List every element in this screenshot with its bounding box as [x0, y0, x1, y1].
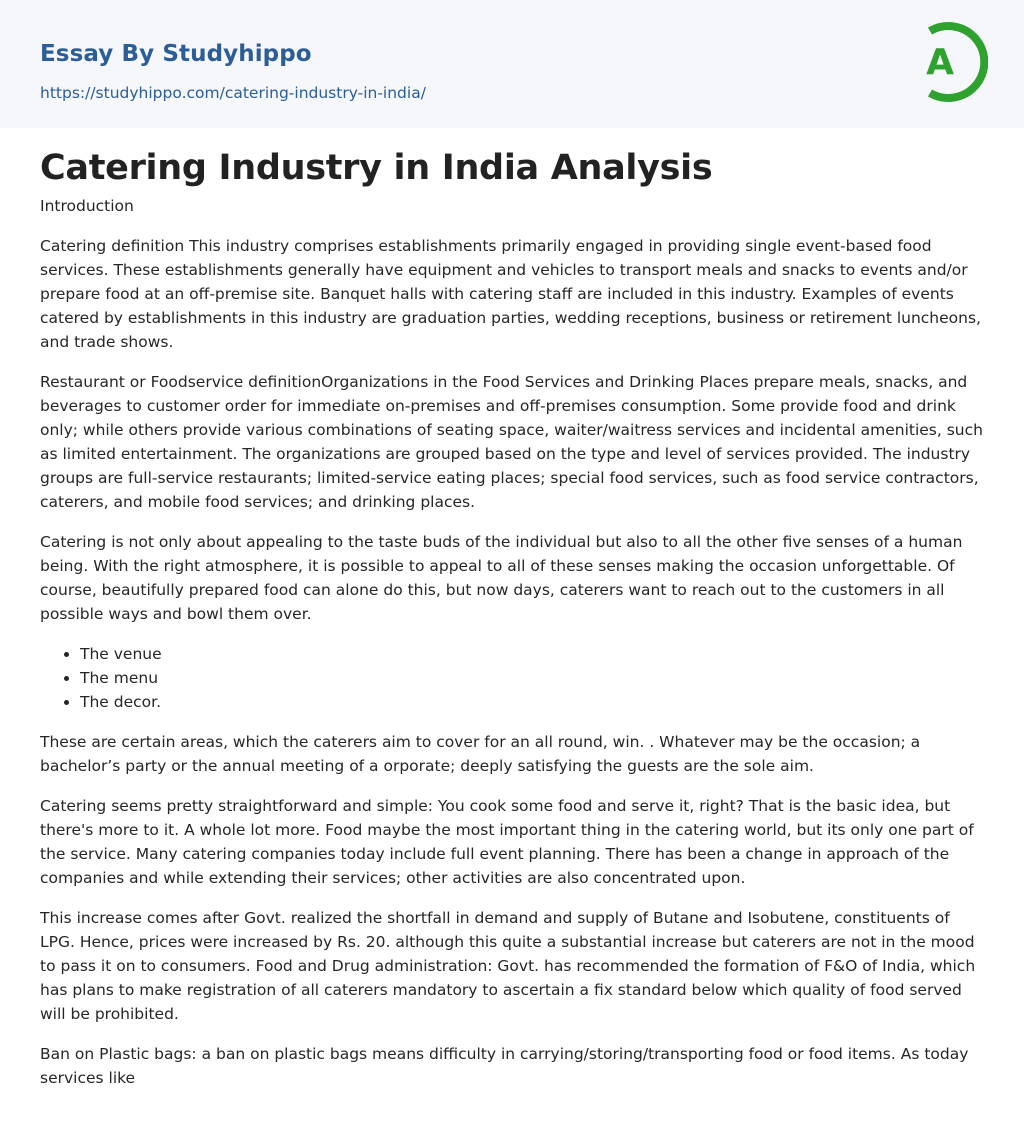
brand-name[interactable]: Essay By Studyhippo — [40, 41, 312, 67]
studyhippo-logo-icon[interactable] — [906, 18, 988, 106]
paragraph: Catering definition This industry comprises establishments primarily engaged in providing single event-based food services. These establishments generally have equipment and vehicles to transport meals and snacks to events and/or prepare food at an off-premise site. Banquet halls with catering staff are included in this industry. Examples of events catered by establishments in this industry are graduation parties, wedding receptions, business or retirement luncheons, and trade shows. — [40, 237, 981, 351]
logo-letter: A — [926, 42, 954, 83]
paragraph: These are certain areas, which the caterers aim to cover for an all round, win. . Whatever may be the occasion; a bachelor’s party or the annual meeting of a orporate; deeply satisfying the guests are the sole aim. — [40, 733, 921, 775]
paragraph: Catering seems pretty straightforward and simple: You cook some food and serve it, right? That is the basic idea, but there's more to it. A whole lot more. Food maybe the most important thing in the catering world, but its only one part of the service. Many catering companies today include full event planning. There has been a change in approach of the companies and while extending their services; other activities are also concentrated upon. — [40, 797, 974, 887]
article-title: Catering Industry in India Analysis — [40, 148, 713, 188]
article-body — [40, 146, 984, 1090]
list-item: • The menu — [80, 666, 984, 690]
intro-heading: Introduction — [40, 197, 134, 215]
source-url-link[interactable]: https://studyhippo.com/catering-industry-in-india/ — [40, 84, 426, 102]
list-item: • The decor. — [80, 690, 984, 714]
paragraph: Restaurant or Foodservice definitionOrganizations in the Food Services and Drinking Places prepare meals, snacks, and beverages to customer order for immediate on-premises and off-premises consumption. Some provide food and drink only; while others provide various combinations of seating space, waiter/waitress services and incidental amenities, such as limited entertainment. The organizations are grouped based on the type and level of services provided. The industry groups are full-service restaurants; limited-service eating places; special food services, such as food service contractors, caterers, and mobile food services; and drinking places. — [40, 373, 983, 511]
paragraph: Ban on Plastic bags: a ban on plastic bags means difficulty in carrying/storing/transporting food or food items. As today services like — [40, 1045, 969, 1087]
paragraph: This increase comes after Govt. realized the shortfall in demand and supply of Butane and Isobutene, constituents of LPG. Hence, prices were increased by Rs. 20. although this quite a substantial increase but caterers are not in the mood to pass it on to consumers. Food and Drug administration: Govt. has recommended the formation of F&O of India, which has plans to make registration of all caterers mandatory to ascertain a fix standard below which quality of food served will be prohibited. — [40, 909, 976, 1023]
paragraph: Catering is not only about appealing to the taste buds of the individual but also to all the other five senses of a human being. With the right atmosphere, it is possible to appeal to all of these senses making the occasion unforgettable. Of course, beautifully prepared food can alone do this, but now days, caterers want to reach out to the customers in all possible ways and bowl them over. — [40, 533, 963, 623]
bullet-list — [40, 642, 984, 714]
site-header — [0, 0, 1024, 128]
list-item: • The venue — [80, 642, 984, 666]
